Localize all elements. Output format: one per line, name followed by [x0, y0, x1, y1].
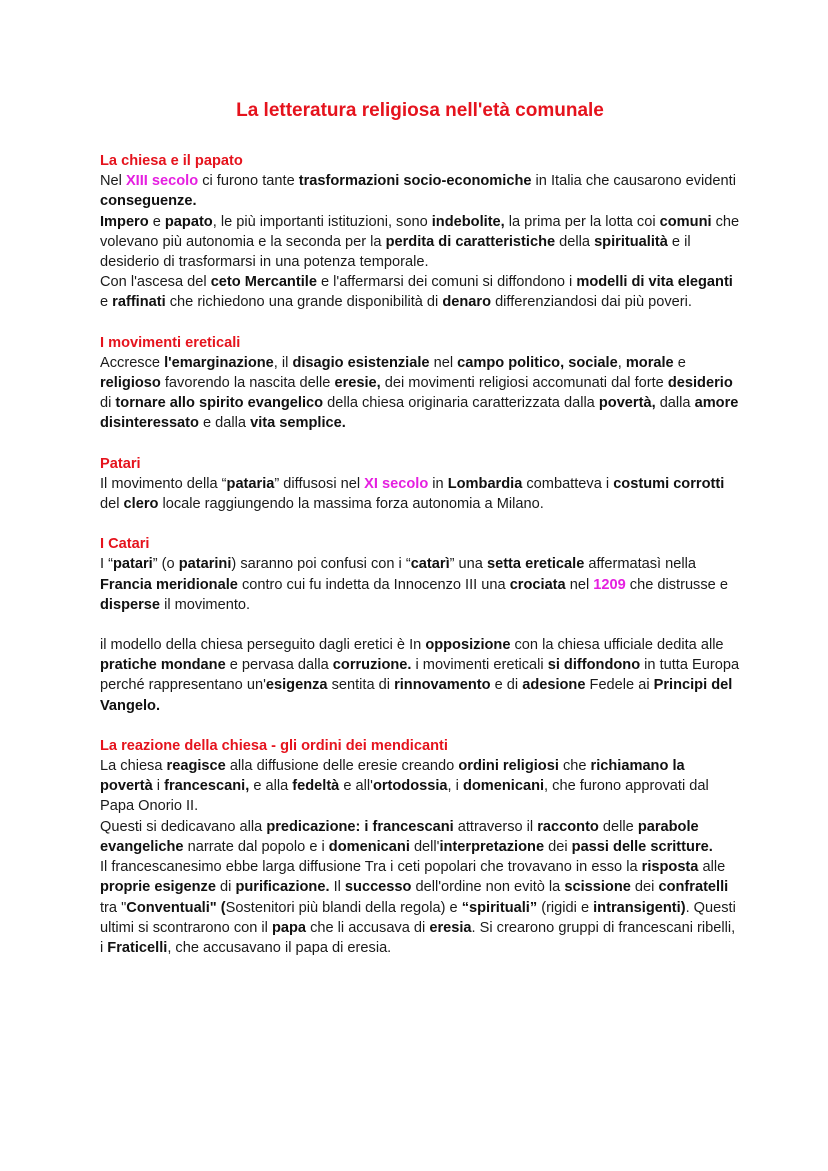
bold-term: si diffondono — [547, 657, 641, 674]
bold-term: domenicani — [462, 778, 545, 795]
bold-term: Francia meridionale — [100, 576, 238, 593]
text-run: i — [152, 778, 165, 795]
text-run: con la chiesa ufficiale dedita alle — [510, 637, 724, 654]
text-run: Il — [329, 879, 345, 896]
bold-term: parabole evangeliche — [100, 818, 699, 855]
text-run: combatteva i — [522, 475, 614, 492]
text-run: narrate dal popolo e i — [183, 838, 329, 855]
bold-term: vita semplice. — [250, 415, 346, 432]
bold-term: rinnovamento — [394, 677, 491, 694]
bold-term: pratiche mondane — [100, 657, 226, 674]
text-run: (rigidi e — [537, 899, 594, 916]
bold-term: proprie esigenze — [100, 879, 216, 896]
bold-term: perdita di caratteristiche — [385, 233, 556, 250]
bold-term: costumi corrotti — [613, 475, 725, 492]
text-run: dei — [544, 838, 572, 855]
section-heading: Patari — [100, 455, 141, 472]
text-run: Il francescanesimo ebbe larga diffusione Tra i ceti popolari che trovavano in esso la — [100, 859, 642, 876]
paragraph — [100, 756, 740, 817]
bold-term: interpretazione — [439, 838, 545, 855]
bold-term: patarini — [178, 556, 232, 573]
bold-term: papa — [271, 919, 307, 936]
text-run: i movimenti ereticali — [411, 657, 548, 674]
bold-term: desiderio — [667, 375, 733, 392]
bold-term: l'emarginazione — [164, 354, 274, 371]
text-run: differenziandosi dai più poveri. — [491, 294, 692, 311]
bold-term: ordini religiosi — [458, 758, 559, 775]
text-run: , — [617, 354, 626, 371]
bold-term: fedeltà — [292, 778, 340, 795]
text-run: in Italia che causarono evidenti — [531, 173, 736, 190]
text-run: Sostenitori più blandi della regola) e — [225, 899, 462, 916]
text-run: che richiedono una grande disponibilità di — [165, 294, 443, 311]
bold-term: trasformazioni socio-economiche — [298, 173, 532, 190]
text-run: favorendo la nascita delle — [160, 375, 335, 392]
highlighted-date: 1209 — [593, 576, 626, 593]
text-run: che volevano più autonomia e la seconda per la — [100, 213, 740, 250]
bold-term: catarì — [410, 556, 450, 573]
text-run: Nel — [100, 173, 126, 190]
bold-term: successo — [344, 879, 412, 896]
paragraph — [100, 353, 740, 434]
bold-term: modelli di vita eleganti — [576, 274, 733, 291]
text-run: . Questi ultimi si scontrarono con il — [100, 899, 736, 936]
text-run: , le più importanti istituzioni, sono — [212, 213, 432, 230]
text-run: , il — [273, 354, 293, 371]
highlighted-date: XIII secolo — [125, 173, 199, 190]
paragraph — [100, 171, 740, 211]
text-run: contro cui fu indetta da Innocenzo III una — [237, 576, 510, 593]
document-page — [100, 98, 740, 978]
text-run: ) saranno poi confusi con i “ — [231, 556, 411, 573]
bold-term: adesione — [522, 677, 586, 694]
bold-term: richiamano la povertà — [100, 758, 685, 795]
text-run: ” diffusosi nel — [274, 475, 365, 492]
section — [100, 736, 740, 958]
bold-term: patari — [112, 556, 153, 573]
section — [100, 151, 740, 313]
text-run: della — [555, 233, 595, 250]
section-heading: La reazione della chiesa - gli ordini dei mendicanti — [100, 737, 448, 754]
text-run: sentita di — [327, 677, 395, 694]
text-run: e dalla — [198, 415, 251, 432]
paragraph — [100, 474, 740, 514]
bold-term: amore disinteressato — [100, 395, 739, 432]
bold-term: conseguenze. — [100, 193, 197, 210]
text-run: dalla — [655, 395, 695, 412]
bold-term: clero — [123, 496, 159, 513]
text-run: e — [100, 294, 113, 311]
text-run: della chiesa originaria caratterizzata dalla — [323, 395, 599, 412]
bold-term: eresie, — [334, 375, 381, 392]
bold-term: risposta — [641, 859, 699, 876]
bold-term: racconto — [537, 818, 599, 835]
text-run: dei movimenti religiosi accomunati dal forte — [380, 375, 668, 392]
section — [100, 635, 740, 716]
text-run: Con l'ascesa del — [100, 274, 211, 291]
bold-term: ceto Mercantile — [210, 274, 317, 291]
text-run: e di — [490, 677, 523, 694]
text-run: e — [673, 354, 686, 371]
bold-term: indebolite, — [431, 213, 505, 230]
text-run: la prima per la lotta coi — [504, 213, 660, 230]
text-run: che li accusava di — [306, 919, 430, 936]
bold-term: campo politico, sociale — [457, 354, 618, 371]
text-run: alle — [698, 859, 726, 876]
bold-term: purificazione. — [235, 879, 330, 896]
text-run: delle — [598, 818, 638, 835]
text-run: del — [100, 496, 124, 513]
text-run: e — [148, 213, 165, 230]
section-heading: I Catari — [100, 536, 150, 553]
text-run: e il desiderio di trasformarsi in una potenza temporale. — [100, 233, 691, 271]
text-run: il movimento. — [160, 596, 251, 613]
bold-term: ortodossia — [372, 778, 448, 795]
text-run: , che accusavano il papa di eresia. — [167, 939, 392, 956]
text-run: nel — [565, 576, 594, 593]
paragraph — [100, 635, 740, 716]
text-run: che — [558, 758, 591, 775]
bold-term: intransigenti) — [593, 899, 686, 916]
paragraph — [100, 817, 740, 857]
text-run: ” (o — [152, 556, 179, 573]
bold-term: denaro — [442, 294, 492, 311]
text-run: dei — [630, 879, 659, 896]
bold-term: disagio esistenziale — [292, 354, 430, 371]
text-run: locale raggiungendo la massima forza autonomia a Milano. — [158, 496, 544, 513]
text-run: ” una — [449, 556, 487, 573]
bold-term: povertà, — [598, 395, 656, 412]
bold-term: confratelli — [658, 879, 729, 896]
text-run: tra " — [100, 899, 127, 916]
text-run: e l'affermarsi dei comuni si diffondono i — [316, 274, 577, 291]
text-run: il modello della chiesa perseguito dagli eretici è In — [100, 637, 426, 654]
text-run: nel — [429, 354, 458, 371]
document-title: La letteratura religiosa nell'età comunale — [236, 100, 604, 121]
text-run: alla diffusione delle eresie creando — [225, 758, 459, 775]
bold-term: francescani, — [164, 778, 250, 795]
text-run: in tutta Europa perché rappresentano un' — [100, 657, 740, 694]
bold-term: opposizione — [425, 637, 511, 654]
document-body — [100, 151, 740, 958]
bold-term: Fraticelli — [107, 939, 168, 956]
section-heading: La chiesa e il papato — [100, 153, 243, 169]
text-run: ci furono tante — [198, 173, 299, 190]
paragraph — [100, 272, 740, 312]
text-run: e all' — [339, 778, 373, 795]
bold-term: raffinati — [112, 294, 166, 311]
bold-term: setta ereticale — [486, 556, 585, 573]
bold-term: domenicani — [328, 838, 410, 855]
text-run: di — [100, 395, 116, 412]
text-run: , che furono approvati dal Papa Onorio II. — [100, 778, 709, 815]
bold-term: morale — [625, 354, 674, 371]
section — [100, 454, 740, 515]
bold-term: papato — [164, 213, 213, 230]
text-run: , i — [447, 778, 463, 795]
text-run: in — [428, 475, 448, 492]
highlighted-date: XI secolo — [364, 475, 429, 492]
text-run: Il movimento della “ — [100, 475, 227, 492]
bold-term: “spirituali” — [461, 899, 538, 916]
section — [100, 534, 740, 615]
text-run: attraverso il — [453, 818, 538, 835]
text-run: Accresce — [100, 354, 165, 371]
bold-term: Principi del Vangelo. — [100, 677, 733, 714]
bold-term: pataria — [226, 475, 275, 492]
bold-term: tornare allo spirito evangelico — [115, 395, 324, 412]
text-run: che distrusse e — [625, 576, 728, 593]
paragraph — [100, 857, 740, 958]
bold-term: scissione — [564, 879, 631, 896]
text-run: La chiesa — [100, 758, 167, 775]
text-run: e alla — [249, 778, 293, 795]
bold-term: Conventuali" ( — [126, 899, 226, 916]
section — [100, 333, 740, 434]
text-run: Questi si dedicavano alla — [100, 818, 267, 835]
paragraph — [100, 212, 740, 273]
bold-term: religioso — [100, 375, 161, 392]
text-run: . Si crearono gruppi di francescani ribelli, i — [100, 919, 736, 956]
text-run: Fedele ai — [585, 677, 654, 694]
bold-term: eresia — [429, 919, 472, 936]
bold-term: corruzione. — [332, 657, 412, 674]
text-run: dell' — [409, 838, 440, 855]
text-run: e pervasa dalla — [225, 657, 333, 674]
bold-term: esigenza — [265, 677, 328, 694]
text-run: I “ — [100, 556, 113, 573]
paragraph — [100, 554, 740, 615]
bold-term: Lombardia — [447, 475, 523, 492]
text-run: affermatasì nella — [584, 556, 697, 573]
text-run: di — [215, 879, 236, 896]
bold-term: disperse — [100, 596, 161, 613]
bold-term: spiritualità — [594, 233, 668, 250]
bold-term: passi delle scritture. — [571, 838, 713, 855]
bold-term: reagisce — [166, 758, 226, 775]
bold-term: crociata — [509, 576, 566, 593]
bold-term: Impero — [100, 213, 149, 230]
bold-term: predicazione: i francescani — [266, 818, 454, 835]
text-run: dell'ordine non evitò la — [411, 879, 565, 896]
section-heading: I movimenti ereticali — [100, 334, 241, 351]
bold-term: comuni — [659, 213, 712, 230]
